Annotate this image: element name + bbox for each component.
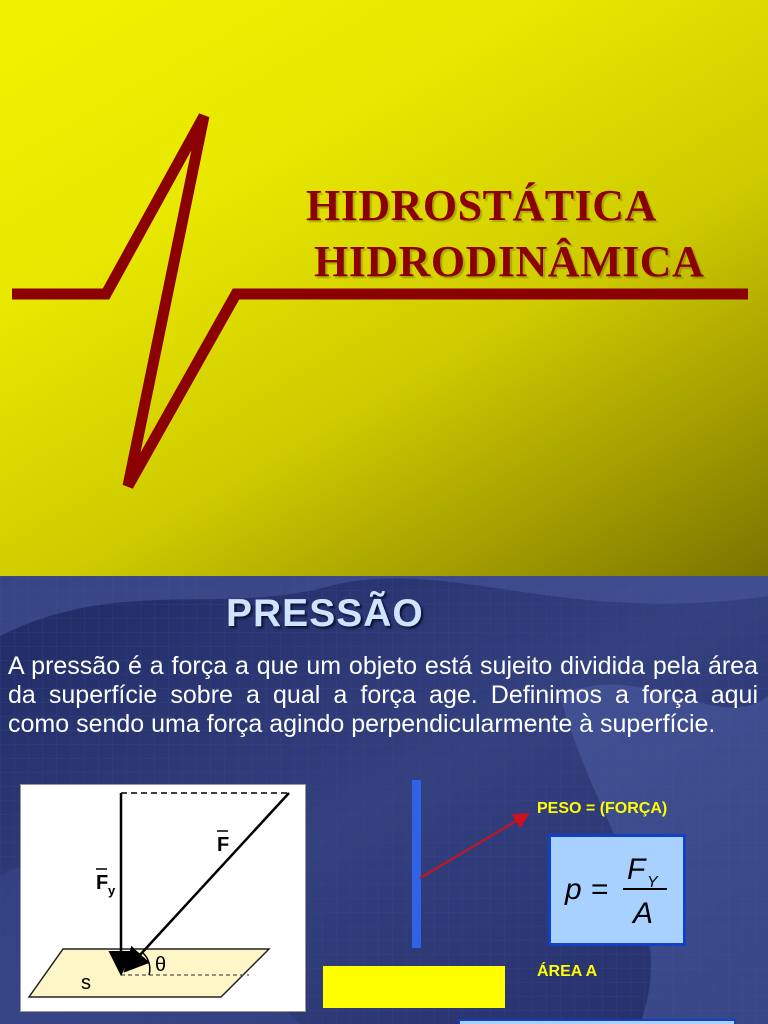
force-y-label: F [96,872,109,894]
pressure-slide [0,576,768,1024]
force-label: F [217,834,230,856]
force-y-subscript: y [108,883,116,898]
pressure-definition-text: A pressão é a força a que um objeto está sujeito dividida pela área da superfície sobre a qual a força age. Definimos a força aqui como sendo uma força agindo perpendicularmente à superfície. [8,652,758,738]
peso-label: PESO = (FORÇA) [537,800,668,817]
pressure-heading: PRESSÃO [226,592,424,635]
formula-equals: = [591,873,609,906]
formula-numerator: F [627,853,646,886]
title-hidrodinamica: HIDRODINÂMICA [314,237,705,286]
angle-label: θ [155,954,167,976]
area-block [323,966,505,1008]
area-label: ÁREA A [537,963,598,980]
surface-label: s [81,972,91,994]
formula-lhs: p [565,873,582,906]
formula-drawing [551,837,683,943]
pressure-formula [548,834,686,946]
title-hidrostatica: HIDROSTÁTICA [306,181,657,230]
partial-box [458,1019,736,1024]
formula-denominator: A [633,897,654,930]
formula-numerator-subscript: Y [647,874,658,891]
